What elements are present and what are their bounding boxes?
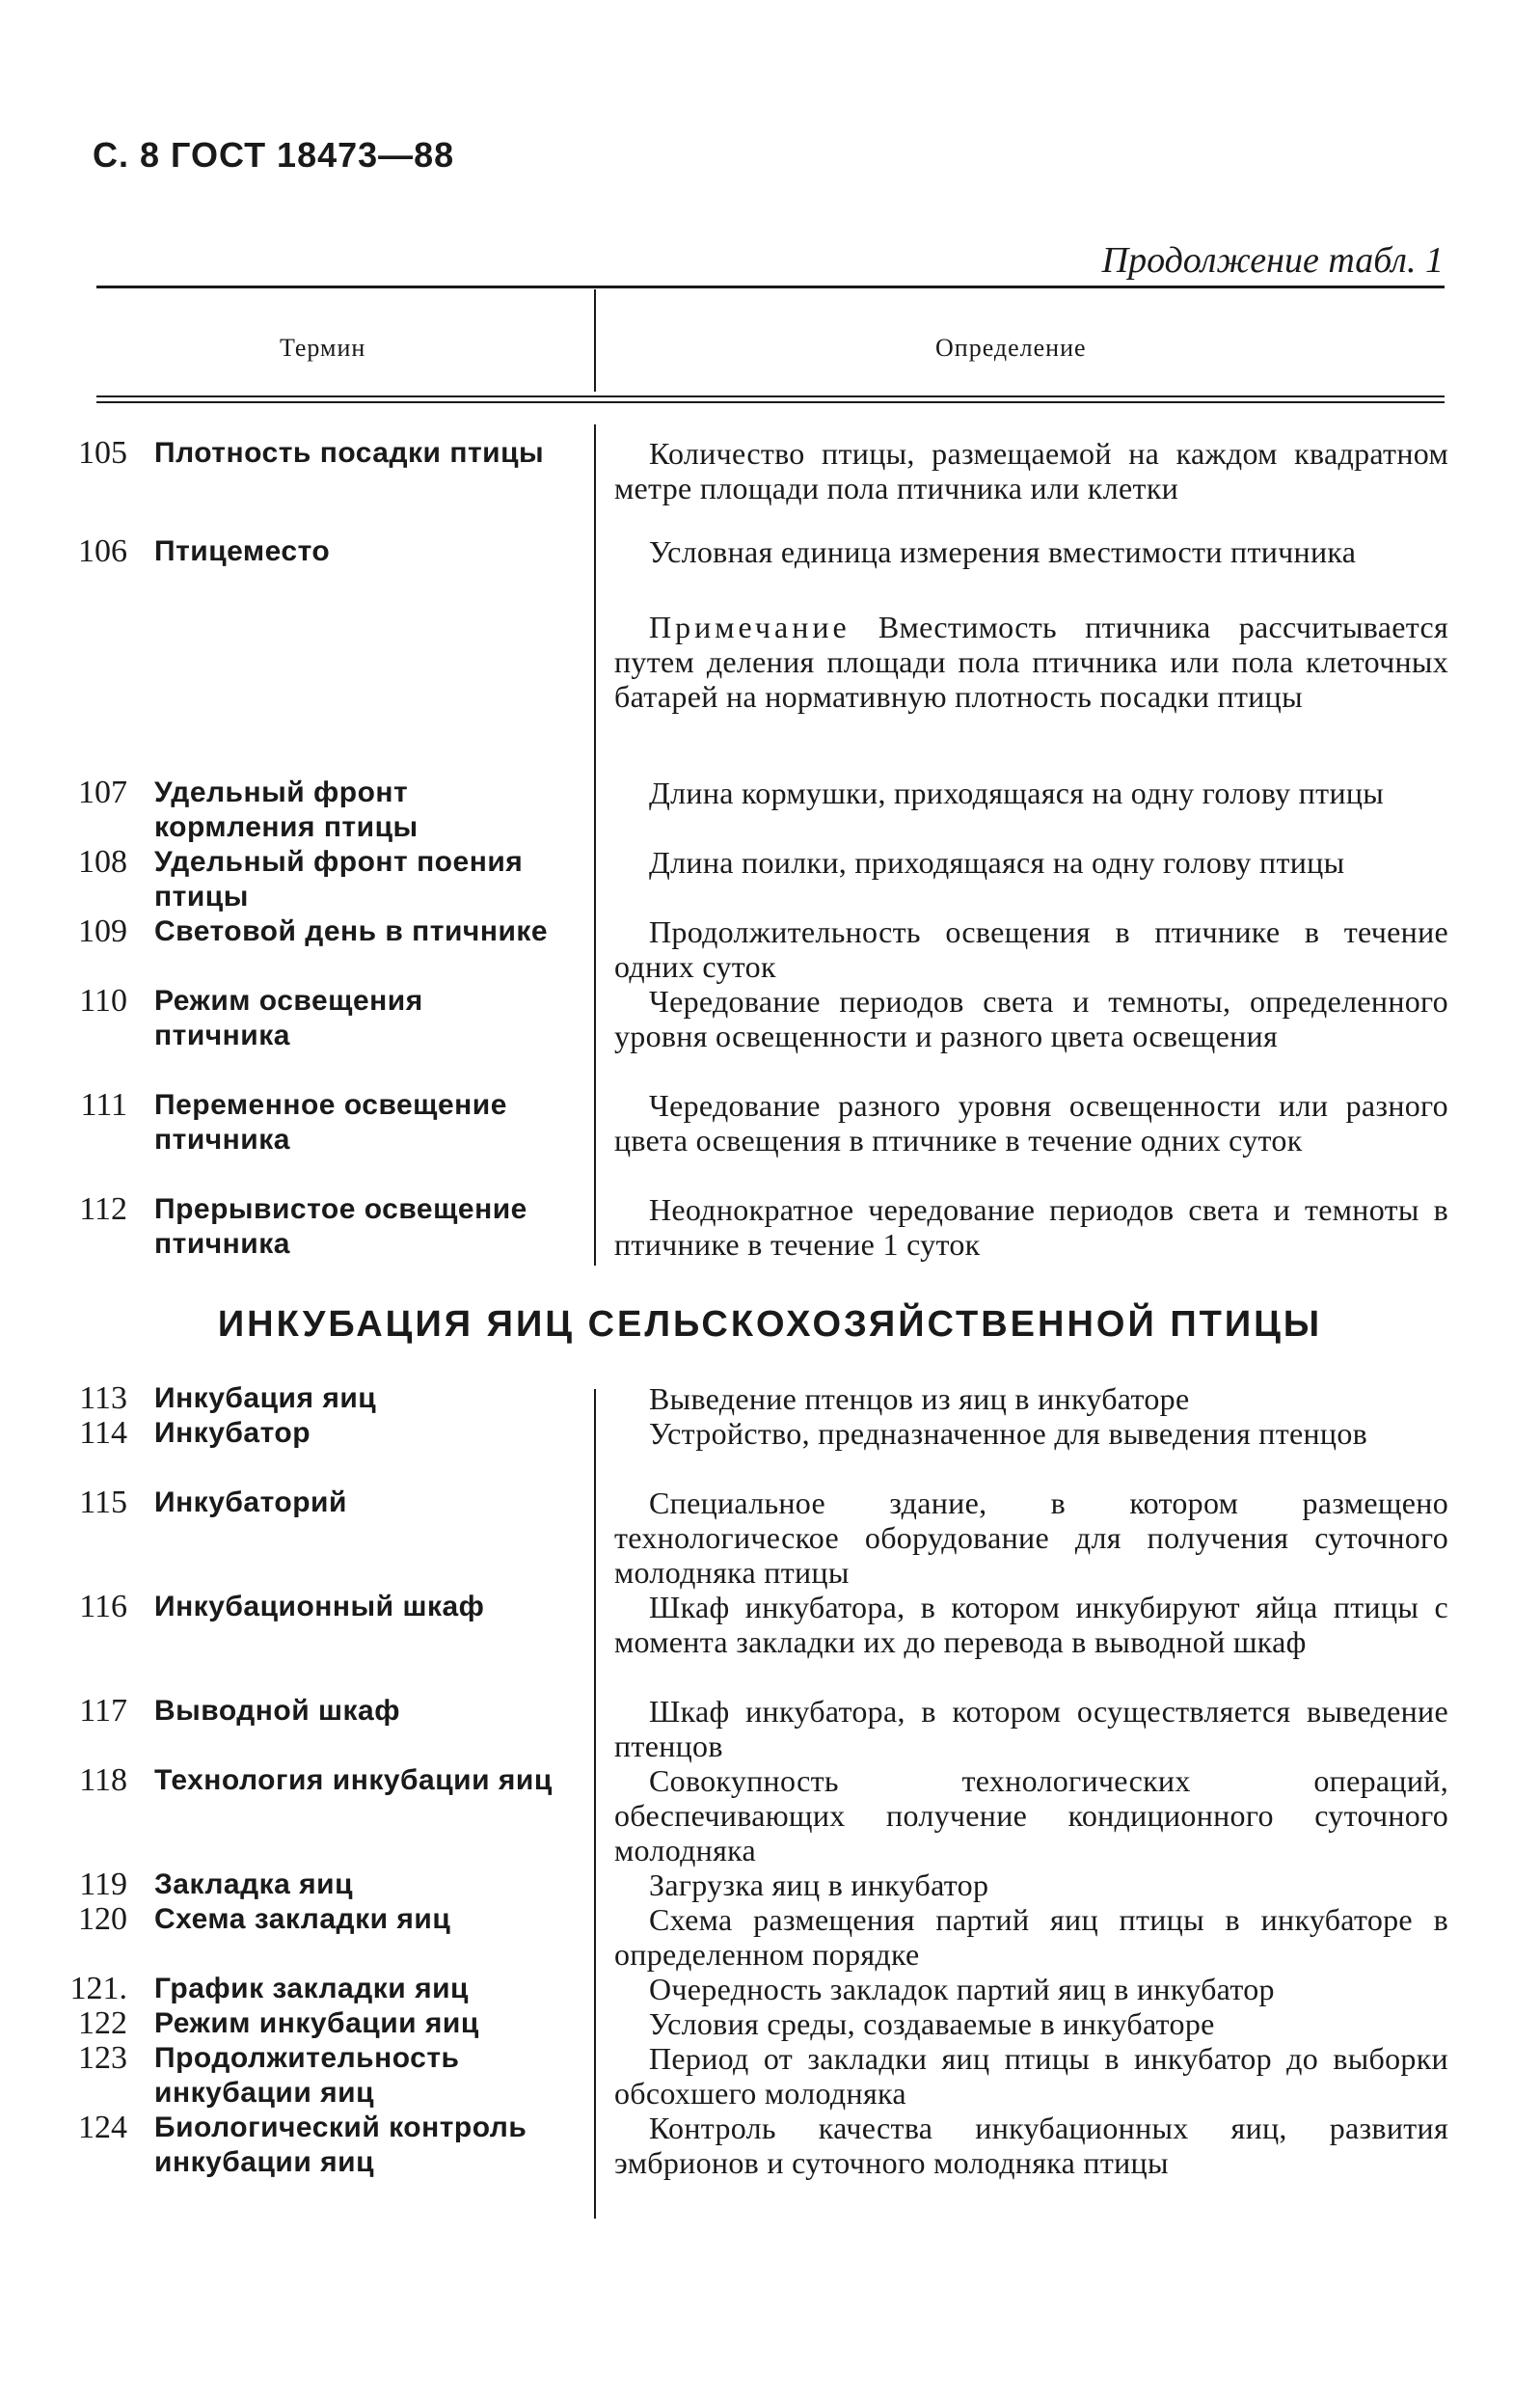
entry-number: 119 (79, 1867, 127, 1902)
entry-number: 123 (78, 2040, 127, 2076)
entry-term: Инкубатор (154, 1417, 311, 1449)
entry-definition: Неоднократное чередование периодов света и темноты в птичнике в течение 1 суток (614, 1192, 1448, 1262)
entry-number: 120 (78, 1901, 127, 1937)
table-row (0, 845, 1540, 914)
entry-number: 112 (79, 1191, 127, 1227)
entry-definition: Длина поилки, приходящаяся на одну голову птицы (649, 845, 1345, 880)
note-label: Примечание (649, 610, 851, 644)
entry-term: Плотность посадки птицы (154, 437, 545, 469)
entry-definition: Специальное здание, в котором размещено технологическое оборудование для получения суточного молодняка птицы (614, 1485, 1448, 1590)
entry-term: Удельный фронт кормления птицы (154, 777, 419, 843)
continuation-label: Продолжение табл. 1 (1101, 240, 1444, 281)
column-header-term: Термин (280, 334, 366, 362)
entry-definition: Схема размещения партий яиц птицы в инкубаторе в определенном порядке (614, 1902, 1448, 1972)
table-row (0, 1902, 1540, 1972)
table-row (0, 1088, 1540, 1192)
entry-definition: Совокупность технологических операций, обеспечивающих получение кондиционного суточного молодняка (614, 1763, 1448, 1867)
entry-definition: Шкаф инкубатора, в котором инкубируют яйца птицы с момента закладки их до перевода в выводной шкаф (614, 1590, 1448, 1659)
entry-number: 106 (78, 533, 127, 569)
entry-term: Инкубация яиц (154, 1382, 377, 1414)
entry-number: 115 (79, 1485, 127, 1520)
entry-term: Продолжительность инкубации яиц (154, 2042, 460, 2109)
entry-number: 113 (79, 1380, 127, 1416)
entry-number: 116 (79, 1589, 127, 1624)
entry-term: Птицеместо (154, 535, 331, 567)
table-row (0, 1972, 1540, 2006)
entry-definition: Выведение птенцов из яиц в инкубаторе (649, 1381, 1190, 1416)
entry-definition: Количество птицы, размещаемой на каждом квадратном метре площади пола птичника или клетки (614, 436, 1448, 505)
entry-number: 105 (78, 435, 127, 471)
entry-term: Режим инкубации яиц (154, 2007, 479, 2039)
entry-number: 107 (78, 775, 127, 810)
entry-term: Закладка яиц (154, 1868, 354, 1900)
table-row (0, 2041, 1540, 2111)
table-row (0, 1192, 1540, 1262)
entry-number: 121. (69, 1971, 127, 2006)
entry-term: Выводной шкаф (154, 1695, 400, 1727)
entries-block-2 (0, 1381, 1540, 2180)
note-text: Вместимость птичника рассчитывается путем деления площади пола птичника или пола клеточных батарей на нормативную плотность посадки птицы (614, 610, 1448, 714)
header-bottom-rule-2 (96, 401, 1445, 403)
table-row (0, 914, 1540, 984)
table-row (0, 1763, 1540, 1867)
table-row (0, 534, 1540, 604)
table-row (0, 1590, 1540, 1694)
entry-term: Переменное освещение птичника (154, 1089, 507, 1156)
entry-number: 109 (78, 913, 127, 949)
entry-definition: Чередование периодов света и темноты, определенного уровня освещенности и разного цвета освещения (614, 984, 1448, 1053)
table-row (0, 1867, 1540, 1902)
entry-definition: Контроль качества инкубационных яиц, развития эмбрионов и суточного молодняка птицы (614, 2111, 1448, 2180)
header-divider (594, 289, 596, 392)
entry-number: 117 (79, 1693, 127, 1729)
entry-definition: Условия среды, создаваемые в инкубаторе (649, 2006, 1215, 2041)
entry-term: Схема закладки яиц (154, 1903, 451, 1935)
entry-definition: Длина кормушки, приходящаяся на одну голову птицы (649, 776, 1385, 810)
entry-number: 124 (78, 2110, 127, 2145)
table-row (0, 776, 1540, 845)
table-row (0, 436, 1540, 534)
entry-term: Технология инкубации яиц (154, 1764, 553, 1796)
table-row (0, 984, 1540, 1088)
entry-definition: Продолжительность освещения в птичнике в течение одних суток (614, 914, 1448, 984)
section-title: ИНКУБАЦИЯ ЯИЦ СЕЛЬСКОХОЗЯЙСТВЕННОЙ ПТИЦЫ (217, 1304, 1323, 1345)
column-header-definition: Определение (935, 334, 1087, 362)
top-rule (96, 286, 1445, 288)
entry-definition: Шкаф инкубатора, в котором осуществляется выведение птенцов (614, 1694, 1448, 1763)
entry-term: График закладки яиц (154, 1973, 469, 2004)
entry-term: Инкубационный шкаф (154, 1591, 485, 1622)
entry-definition: Устройство, предназначенное для выведения птенцов (649, 1416, 1368, 1451)
table-row (0, 1381, 1540, 1416)
entry-definition: Период от закладки яиц птицы в инкубатор до выборки обсохшего молодняка (614, 2041, 1448, 2111)
entry-term: Режим освещения птичника (154, 985, 423, 1051)
entry-definition: Условная единица измерения вместимости птичника (649, 534, 1357, 569)
entry-number: 114 (79, 1415, 127, 1451)
table-row (0, 1416, 1540, 1485)
header-bottom-rule (96, 395, 1445, 397)
entry-term: Световой день в птичнике (154, 915, 549, 947)
entry-number: 118 (79, 1762, 127, 1798)
table-row (0, 2006, 1540, 2041)
table-row (0, 1694, 1540, 1763)
entries-block-1 (0, 436, 1540, 1262)
table-row (0, 2111, 1540, 2180)
page-header: С. 8 ГОСТ 18473—88 (93, 135, 455, 175)
entry-number: 110 (79, 983, 127, 1019)
entry-term: Биологический контроль инкубации яиц (154, 2112, 527, 2178)
entry-term: Удельный фронт поения птицы (154, 846, 524, 913)
entry-term: Прерывистое освещение птичника (154, 1193, 527, 1260)
entry-definition: Очередность закладок партий яиц в инкубатор (649, 1972, 1275, 2006)
entry-number: 108 (78, 844, 127, 880)
entry-number: 111 (80, 1087, 127, 1123)
entry-number: 122 (78, 2005, 127, 2041)
entry-definition: Загрузка яиц в инкубатор (649, 1867, 989, 1902)
entry-term: Инкубаторий (154, 1486, 347, 1518)
table-row (0, 1485, 1540, 1590)
entry-definition: Чередование разного уровня освещенности или разного цвета освещения в птичнике в течение одних суток (614, 1088, 1448, 1158)
note-paragraph (614, 610, 1448, 760)
